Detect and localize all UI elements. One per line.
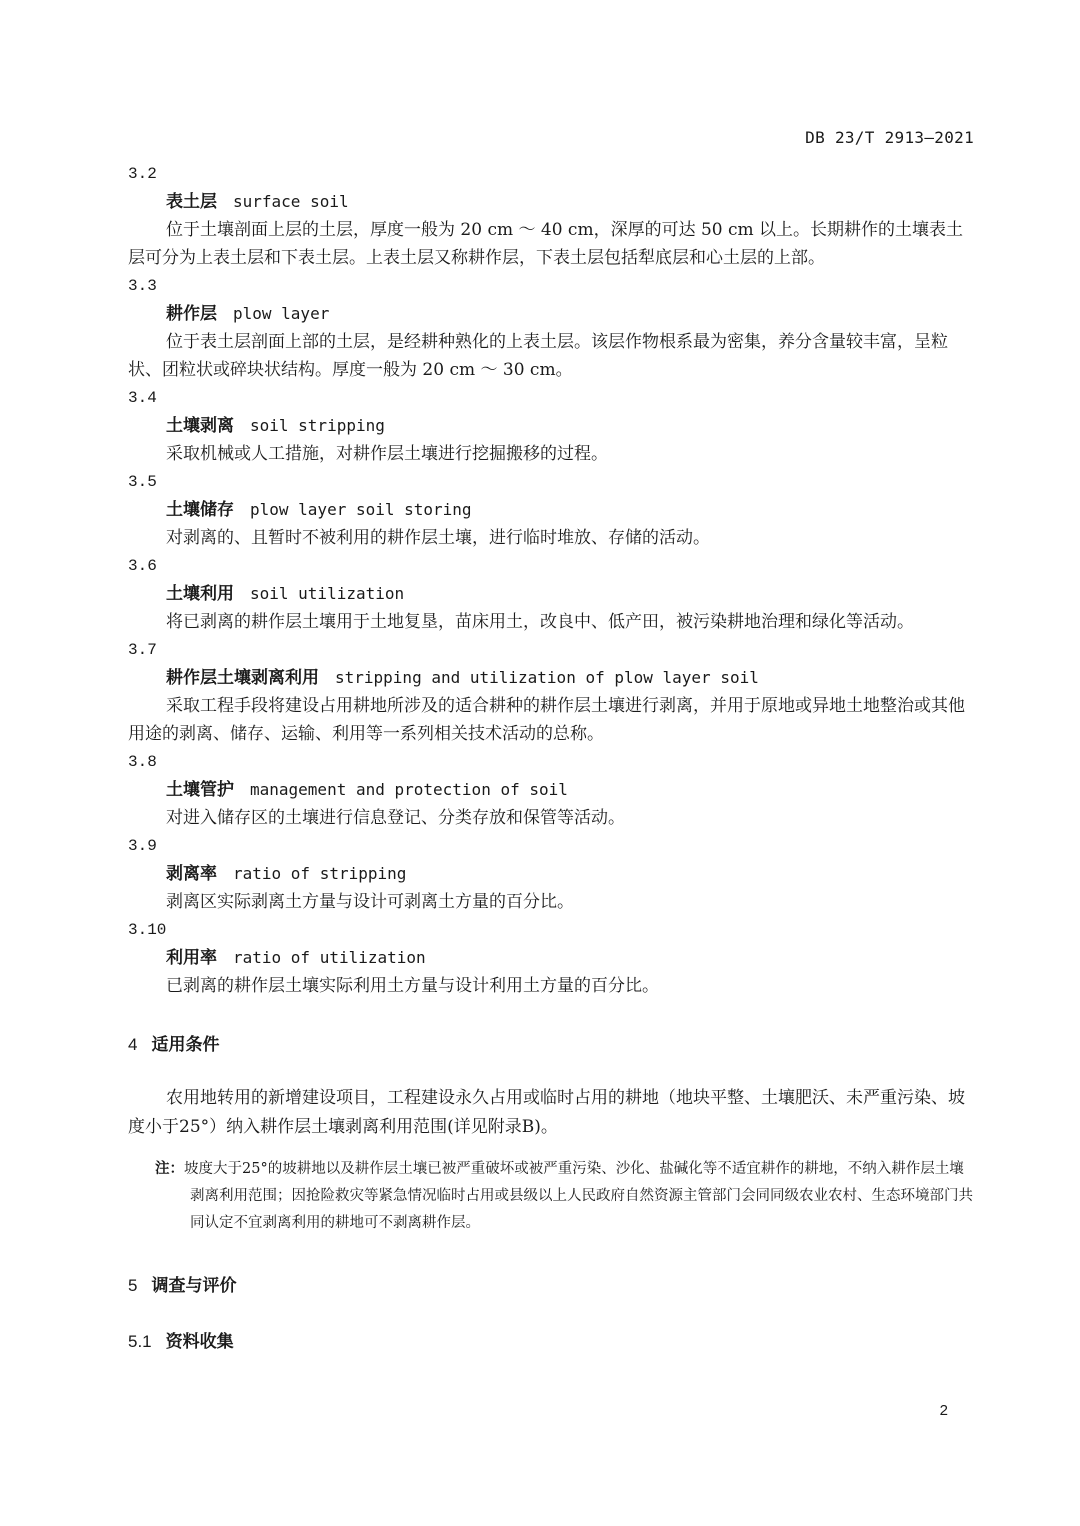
section-number: 4 [128, 1035, 138, 1054]
clause-number: 3.6 [128, 557, 157, 575]
term-definition: 对剥离的、且暂时不被利用的耕作层土壤，进行临时堆放、存储的活动。 [166, 528, 710, 548]
clause-number: 3.8 [128, 753, 157, 771]
term-english: stripping and utilization of plow layer soil [335, 668, 759, 687]
term-heading [128, 496, 972, 524]
term-chinese: 耕作层 [166, 304, 217, 324]
term-definition: 位于表土层剖面上部的土层，是经耕种熟化的上表土层。该层作物根系最为密集，养分含量较丰富，呈粒状、团粒状或碎块状结构。厚度一般为 20 cm ～ 30 cm。 [128, 332, 948, 380]
document-code-header: DB 23/T 2913—2021 [805, 128, 974, 147]
term-heading [128, 944, 972, 972]
term-chinese: 剥离率 [166, 864, 217, 884]
term-chinese: 利用率 [166, 948, 217, 968]
term-english: ratio of stripping [233, 864, 407, 883]
term-chinese: 土壤剥离 [166, 416, 234, 436]
term-heading [128, 188, 972, 216]
term-heading [128, 412, 972, 440]
note-text: 坡度大于25°的坡耕地以及耕作层土壤已被严重破坏或被严重污染、沙化、盐碱化等不适宜耕作的耕地，不纳入耕作层土壤剥离利用范围；因抢险救灾等紧急情况临时占用或县级以上人民政府自然资源主管部门会同同级农业农村、生态环境部门共同认定不宜剥离利用的耕地可不剥离耕作层。 [184, 1161, 973, 1231]
term-definition: 剥离区实际剥离土方量与设计可剥离土方量的百分比。 [166, 892, 574, 912]
section-title: 适用条件 [151, 1035, 220, 1055]
term-english: soil utilization [250, 584, 405, 603]
term-chinese: 表土层 [166, 192, 217, 212]
term-chinese: 耕作层土壤剥离利用 [166, 668, 319, 688]
term-english: soil stripping [250, 416, 385, 435]
clause-number: 3.9 [128, 837, 157, 855]
term-definition: 已剥离的耕作层土壤实际利用土方量与设计利用土方量的百分比。 [166, 976, 659, 996]
section-note [155, 1156, 976, 1237]
term-heading [128, 300, 972, 328]
term-definition: 将已剥离的耕作层土壤用于土地复垦，苗床用土，改良中、低产田，被污染耕地治理和绿化等活动。 [166, 612, 914, 632]
subsection-heading [128, 1327, 234, 1352]
section-title: 调查与评价 [151, 1276, 237, 1296]
term-chinese: 土壤储存 [166, 500, 234, 520]
clause-number: 3.4 [128, 389, 157, 407]
term-definition: 位于土壤剖面上层的土层，厚度一般为 20 cm ～ 40 cm，深厚的可达 50 cm 以上。长期耕作的土壤表土层可分为上表土层和下表土层。上表土层又称耕作层，下表土层包括犁底层和心土层的上部。 [128, 220, 964, 268]
subsection-number: 5.1 [128, 1332, 152, 1351]
term-heading [128, 580, 972, 608]
term-english: plow layer [233, 304, 330, 323]
clause-number: 3.10 [128, 921, 167, 939]
term-definition: 对进入储存区的土壤进行信息登记、分类存放和保管等活动。 [166, 808, 625, 828]
clause-number: 3.2 [128, 165, 157, 183]
clause-number: 3.7 [128, 641, 157, 659]
section-heading [128, 1030, 219, 1055]
term-english: ratio of utilization [233, 948, 426, 967]
section-number: 5 [128, 1276, 138, 1295]
term-chinese: 土壤利用 [166, 584, 234, 604]
term-heading [128, 776, 972, 804]
term-definition: 采取工程手段将建设占用耕地所涉及的适合耕种的耕作层土壤进行剥离，并用于原地或异地土地整治或其他用途的剥离、储存、运输、利用等一系列相关技术活动的总称。 [128, 696, 965, 744]
clause-number: 3.3 [128, 277, 157, 295]
term-heading [128, 664, 972, 692]
clause-number: 3.5 [128, 473, 157, 491]
term-english: plow layer soil storing [250, 500, 472, 519]
terms-definitions-list [128, 160, 972, 1000]
term-definition: 采取机械或人工措施，对耕作层土壤进行挖掘搬移的过程。 [166, 444, 608, 464]
section-paragraph: 农用地转用的新增建设项目，工程建设永久占用或临时占用的耕地（地块平整、土壤肥沃、未严重污染、坡度小于25°）纳入耕作层土壤剥离利用范围(详见附录B)。 [128, 1088, 965, 1137]
subsection-title: 资料收集 [165, 1332, 234, 1352]
section-heading [128, 1271, 236, 1296]
page-number: 2 [939, 1402, 948, 1419]
note-label: 注： [155, 1161, 184, 1177]
term-heading [128, 860, 972, 888]
term-english: management and protection of soil [250, 780, 568, 799]
term-english: surface soil [233, 192, 349, 211]
term-chinese: 土壤管护 [166, 780, 234, 800]
